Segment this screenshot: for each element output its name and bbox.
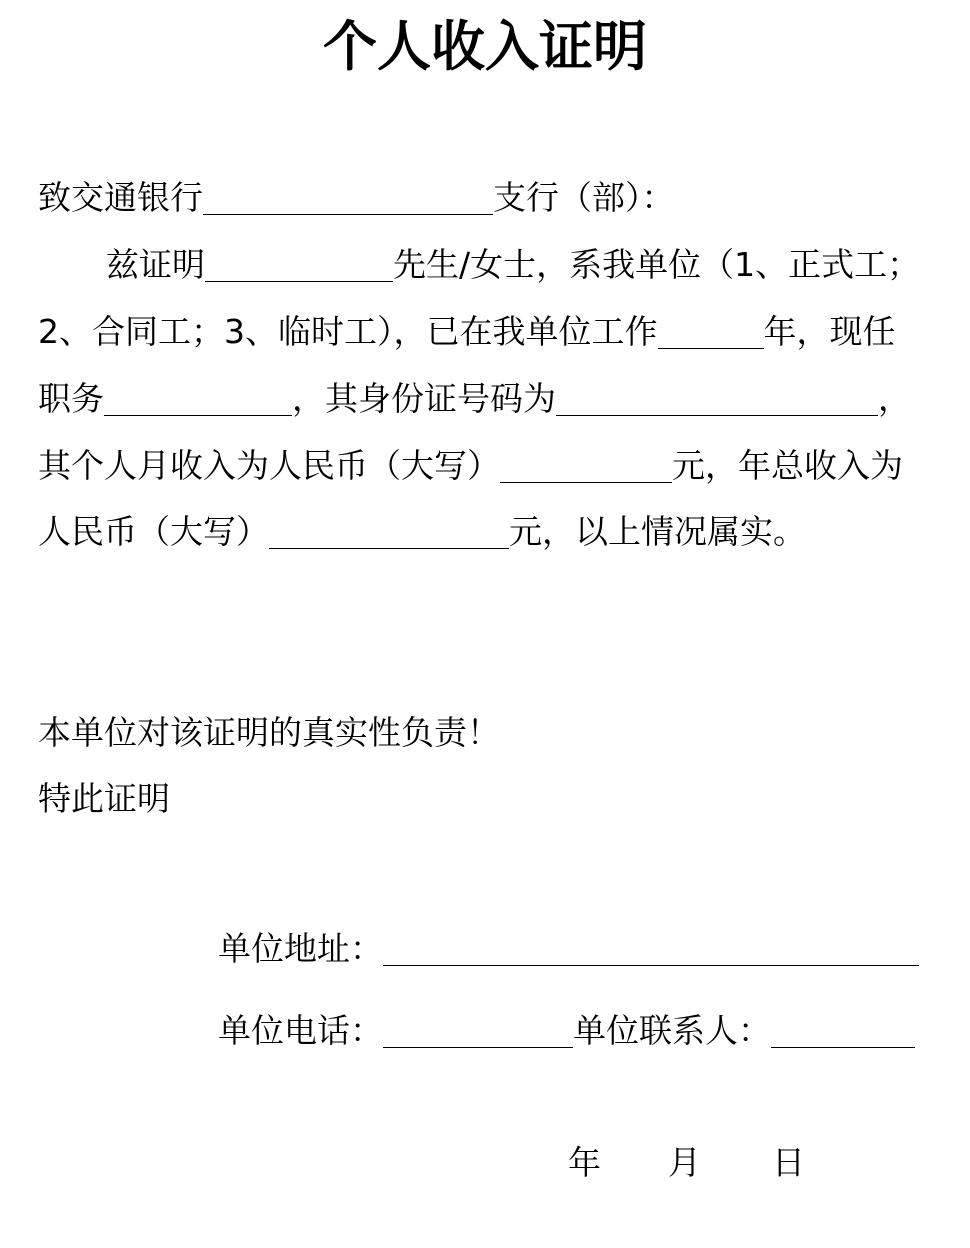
paragraph-line-3: [38, 379, 911, 418]
current-position-text: 年，现任: [763, 312, 896, 351]
responsibility-statement: 本单位对该证明的真实性负责！: [38, 713, 500, 752]
phone-blank[interactable]: [383, 1046, 573, 1048]
employment-type-text: 先生/女士，系我单位（1、正式工；: [393, 245, 921, 284]
comma: ，: [878, 379, 911, 418]
salutation-prefix: 致交通银行: [38, 178, 203, 217]
address-blank[interactable]: [383, 964, 919, 966]
employment-type-text-2: 2、合同工；3、临时工），已在我单位工作: [38, 312, 658, 351]
contact-label: 单位联系人：: [573, 1011, 771, 1050]
date-year: 年: [568, 1143, 601, 1182]
salutation-suffix: 支行（部）：: [493, 178, 675, 217]
annual-currency-label: 人民币（大写）: [38, 512, 269, 551]
annual-income-label: 元，年总收入为: [672, 446, 903, 485]
certify-intro: 兹证明: [106, 245, 205, 284]
date-month: 月: [668, 1143, 701, 1182]
page-title: 个人收入证明: [323, 15, 647, 78]
branch-blank[interactable]: [203, 213, 493, 215]
address-line: [218, 929, 919, 968]
paragraph-line-4: [38, 446, 903, 485]
contact-blank[interactable]: [771, 1046, 915, 1048]
truth-statement: 元，以上情况属实。: [509, 512, 806, 551]
monthly-income-label: 其个人月收入为人民币（大写）: [38, 446, 500, 485]
phone-contact-line: [218, 1011, 915, 1050]
paragraph-line-2: [38, 312, 896, 351]
years-blank[interactable]: [658, 347, 764, 349]
paragraph-line-5: [38, 512, 806, 551]
address-label: 单位地址：: [218, 929, 383, 968]
position-blank[interactable]: [104, 414, 292, 416]
date-day: 日: [772, 1143, 805, 1182]
id-number-label: ，其身份证号码为: [292, 379, 556, 418]
monthly-income-blank[interactable]: [500, 481, 672, 483]
paragraph-line-1: [106, 245, 921, 284]
name-blank[interactable]: [205, 280, 393, 282]
position-label: 职务: [38, 379, 104, 418]
phone-label: 单位电话：: [218, 1011, 383, 1050]
annual-income-blank[interactable]: [269, 547, 509, 549]
certify-statement: 特此证明: [38, 779, 170, 818]
salutation-line: [38, 178, 675, 217]
id-number-blank[interactable]: [556, 414, 878, 416]
